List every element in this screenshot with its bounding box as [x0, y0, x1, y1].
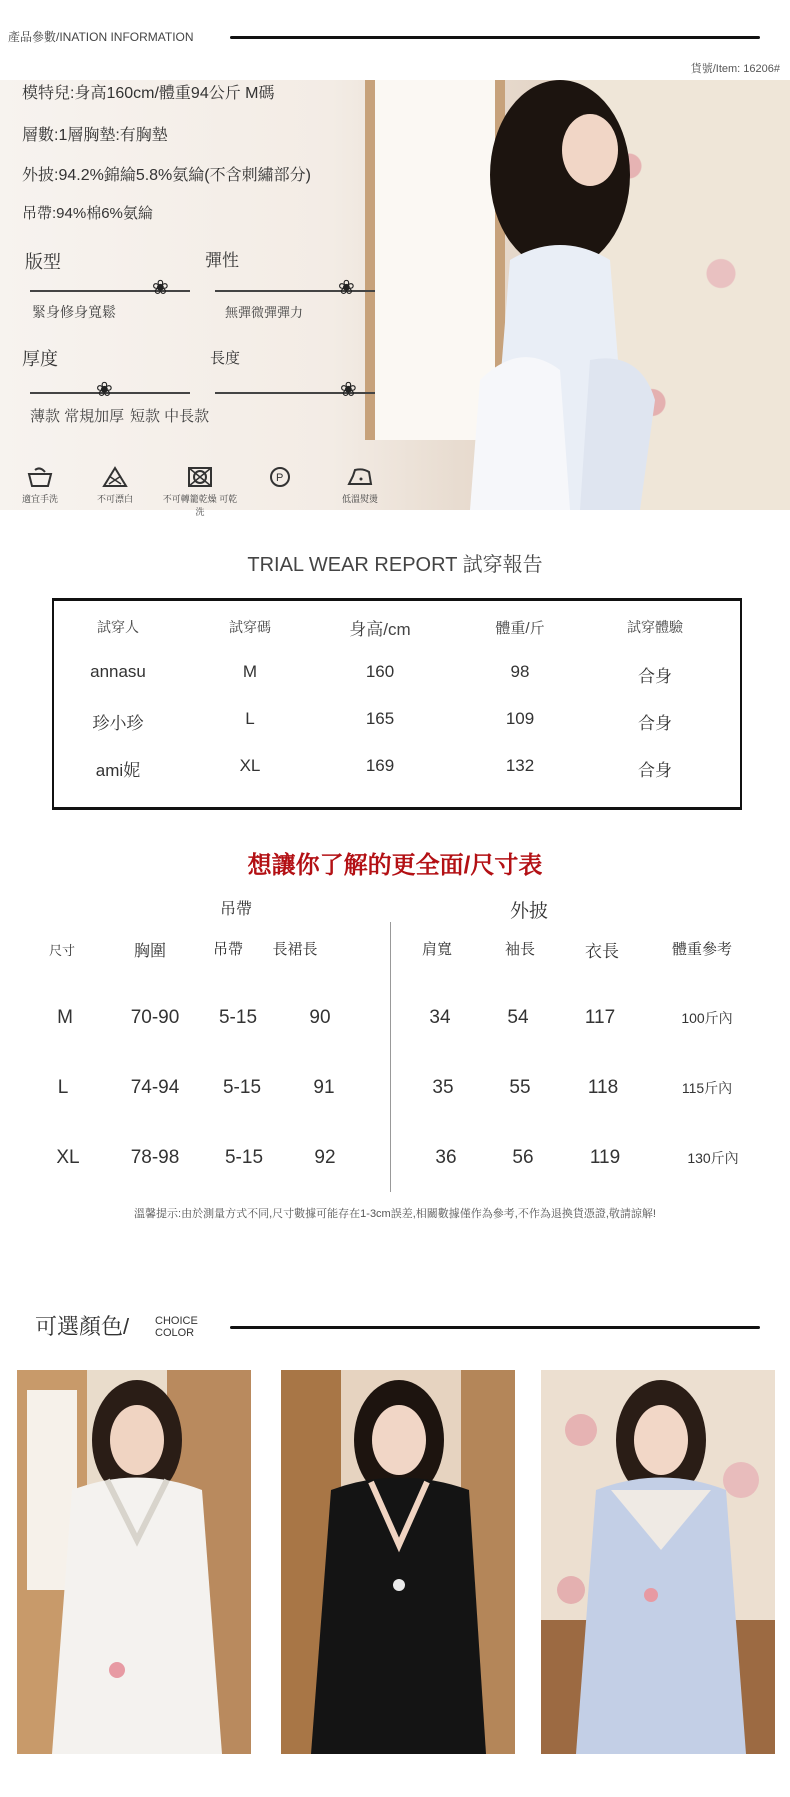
header-divider — [230, 36, 760, 39]
low-iron-icon — [345, 466, 375, 488]
trial-cell: XL — [239, 756, 261, 775]
size-header-bust: 胸圍 — [133, 943, 166, 960]
care-low-iron — [320, 466, 400, 505]
care-label-no-bleach: 不可漂白 — [96, 494, 133, 504]
size-cell: 130斤內 — [687, 1150, 739, 1166]
care-label-no-tumble-dry: 不可轉籠乾燥 可乾洗 — [162, 494, 238, 517]
care-no-tumble-dry — [160, 466, 240, 518]
size-cell: 100斤內 — [681, 1010, 733, 1026]
size-chart-note: 溫馨提示:由於測量方式不同,尺寸數據可能存在1-3cm誤差,相關數據僅作為參考,不作為退換貨憑證,敬請諒解! — [134, 1208, 656, 1220]
size-group-outer: 外披 — [510, 901, 549, 922]
model-blue-dress — [541, 1370, 775, 1754]
trial-cell: 160 — [365, 662, 395, 681]
size-cell: 78-98 — [130, 1147, 180, 1168]
trial-header-experience: 試穿體驗 — [627, 619, 683, 635]
color-choice-title: 可選顏色/ — [35, 1314, 130, 1339]
trial-header-size: 試穿碼 — [229, 619, 271, 635]
size-group-strap: 吊帶 — [220, 901, 253, 918]
care-dry-clean — [240, 466, 320, 492]
color-option-black-image[interactable] — [281, 1370, 515, 1754]
size-cell: 5-15 — [222, 1077, 262, 1098]
size-cell: L — [57, 1077, 69, 1098]
attr-fit-marker-icon: ❀ — [152, 277, 169, 299]
size-cell: 118 — [587, 1077, 619, 1098]
care-label-hand-wash: 適宜手洗 — [21, 494, 58, 504]
attr-thickness-marker-icon: ❀ — [96, 379, 113, 401]
size-header-sleeve: 袖長 — [504, 941, 535, 958]
size-cell: 34 — [429, 1007, 451, 1028]
spec-layers: 層數:1層胸墊:有胸墊 — [22, 127, 168, 144]
size-header-size: 尺寸 — [48, 943, 75, 958]
size-cell: 36 — [435, 1147, 457, 1168]
color-choice-title-en — [155, 1315, 198, 1339]
model-black-dress — [281, 1370, 515, 1754]
attr-elasticity-scale: 無彈微彈彈力 — [225, 305, 304, 320]
size-chart-divider — [390, 922, 391, 1192]
care-label-low-iron: 低溫熨燙 — [341, 494, 378, 504]
size-cell: 35 — [432, 1077, 454, 1098]
size-cell: 91 — [313, 1077, 335, 1098]
size-header-shoulder: 肩寬 — [421, 941, 452, 958]
size-cell: 90 — [309, 1007, 331, 1028]
trial-header-tester: 試穿人 — [97, 619, 139, 635]
color-divider — [230, 1326, 760, 1329]
model-white-dress — [17, 1370, 251, 1754]
attr-length-marker-icon: ❀ — [340, 379, 357, 401]
trial-header-weight: 體重/斤 — [495, 620, 545, 637]
size-cell: 70-90 — [130, 1007, 180, 1028]
svg-text:P: P — [276, 472, 284, 484]
trial-cell: 109 — [505, 709, 535, 728]
size-cell: 117 — [584, 1007, 616, 1028]
trial-cell: 合身 — [638, 714, 672, 733]
attr-thickness-scale: 薄款 常規加厚 — [30, 408, 125, 425]
trial-cell: annasu — [90, 662, 146, 681]
size-cell: 115斤內 — [681, 1080, 733, 1096]
no-bleach-icon — [102, 466, 128, 488]
size-cell: XL — [56, 1147, 80, 1168]
color-option-white-image[interactable] — [17, 1370, 251, 1754]
model-figure — [440, 80, 670, 510]
size-cell: 55 — [509, 1077, 531, 1098]
trial-cell: 合身 — [638, 761, 672, 780]
size-header-weight-ref: 體重參考 — [671, 941, 732, 958]
trial-cell: 165 — [365, 709, 395, 728]
size-cell: 56 — [512, 1147, 534, 1168]
attr-fit-scale: 緊身修身寬鬆 — [32, 304, 116, 320]
size-header-strap: 吊帶 — [212, 941, 243, 958]
care-hand-wash — [0, 466, 80, 505]
size-cell: 92 — [314, 1147, 336, 1168]
trial-cell: 132 — [505, 756, 535, 775]
trial-cell: L — [245, 709, 255, 728]
size-cell: 5-15 — [224, 1147, 264, 1168]
size-cell: 5-15 — [218, 1007, 258, 1028]
trial-cell: 合身 — [638, 667, 672, 686]
attr-fit-title: 版型 — [25, 252, 61, 272]
size-header-dress-length: 長裙長 — [272, 941, 318, 958]
trial-cell: M — [242, 662, 258, 681]
size-cell: 74-94 — [130, 1077, 180, 1098]
size-cell: M — [57, 1007, 73, 1028]
dry-clean-p-icon — [267, 466, 293, 488]
no-tumble-dry-icon — [187, 466, 213, 488]
spec-outer: 外披:94.2%錦綸5.8%氨綸(不含刺繡部分) — [22, 167, 311, 184]
spec-strap: 吊帶:94%棉6%氨綸 — [22, 205, 153, 222]
hand-wash-icon — [27, 466, 53, 488]
attr-elasticity-title: 彈性 — [205, 251, 239, 270]
trial-cell: 珍小珍 — [92, 714, 144, 733]
trial-header-height: 身高/cm — [349, 620, 411, 639]
section-title-product-info: 產品參數/INATION INFORMATION — [8, 30, 194, 44]
size-chart-title: 想讓你了解的更全面/尺寸表 — [247, 852, 543, 879]
attr-length-scale: 短款 中長款 — [130, 408, 210, 425]
trial-cell: 98 — [510, 662, 530, 681]
size-cell: 54 — [507, 1007, 529, 1028]
color-choice-en-line2: COLOR — [155, 1327, 195, 1339]
spec-model: 模特兒:身高160cm/體重94公斤 M碼 — [22, 85, 275, 102]
attr-elasticity-marker-icon: ❀ — [338, 277, 355, 299]
color-choice-en-line1: CHOICE — [155, 1315, 198, 1327]
color-option-blue-image[interactable] — [541, 1370, 775, 1754]
hero-product-image — [0, 80, 790, 517]
trial-report-title: TRIAL WEAR REPORT 試穿報告 — [247, 554, 543, 576]
attr-length-title: 長度 — [210, 350, 241, 367]
size-header-length: 衣長 — [585, 942, 619, 961]
item-number: 貨號/Item: 16206# — [690, 63, 780, 75]
attr-thickness-title: 厚度 — [22, 349, 58, 369]
trial-cell: ami妮 — [95, 761, 141, 780]
trial-cell: 169 — [365, 756, 395, 775]
care-no-bleach — [75, 466, 155, 505]
size-cell: 119 — [589, 1147, 621, 1168]
